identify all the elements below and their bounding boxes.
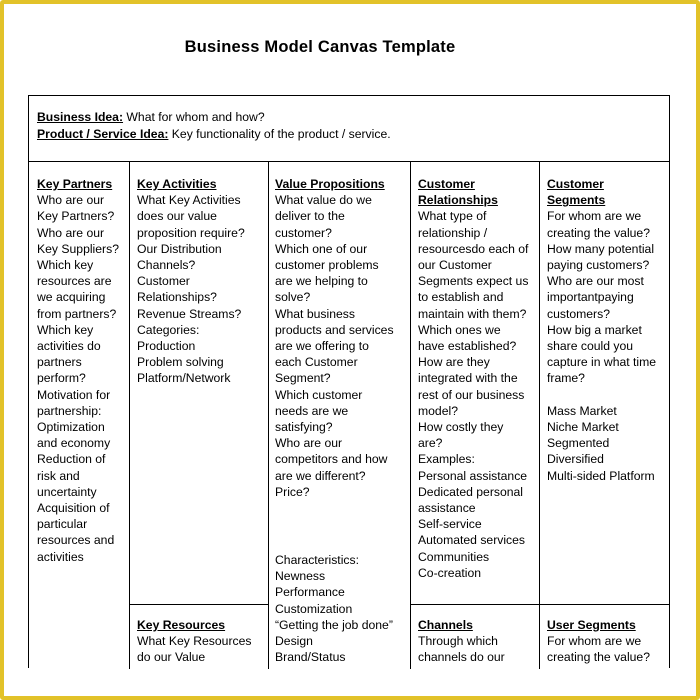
customer-relationships-line: Automated services (418, 533, 526, 548)
customer-segments-line: customers? (547, 306, 610, 321)
value-propositions-line: Price? (275, 484, 310, 499)
customer-relationships-line: to establish and (418, 290, 504, 305)
divider-col-2 (268, 162, 269, 669)
value-propositions-line: products and services (275, 322, 394, 337)
key-activities-line: does our value (137, 209, 217, 224)
customer-segments-line: For whom are we (547, 209, 642, 224)
channels-line: channels do our (418, 650, 505, 665)
characteristics-line: Performance (275, 585, 345, 600)
customer-relationships-line: Examples: (418, 452, 475, 467)
business-idea-label: Business Idea: (37, 110, 124, 124)
customer-relationships-line: Dedicated personal (418, 484, 524, 499)
characteristics-line: Design (275, 634, 313, 649)
segment-type: Mass Market (547, 403, 617, 418)
key-partners-line: partnership: (37, 403, 102, 418)
key-activities-line: Relationships? (137, 290, 217, 305)
key-activities-line: Channels? (137, 258, 196, 273)
key-partners-line: Which key (37, 258, 94, 273)
key-partners-line: activities (37, 549, 84, 564)
customer-segments-line: share could you (547, 339, 634, 354)
customer-segments-heading: Customer (547, 177, 604, 191)
value-propositions-line: each Customer (275, 355, 358, 370)
key-activities-line: Customer (137, 274, 190, 289)
value-characteristics (275, 552, 393, 665)
customer-relationships-line: assistance (418, 501, 476, 516)
page-title: Business Model Canvas Template (184, 38, 456, 56)
customer-relationships-line: Communities (418, 549, 490, 564)
key-partners-line: Who are our (37, 193, 105, 208)
value-propositions-line: are we offering to (275, 339, 369, 354)
divider-col-4 (539, 162, 540, 669)
key-activities-section (137, 176, 245, 387)
key-activities-line: Revenue Streams? (137, 306, 242, 321)
customer-relationships-line: rest of our business (418, 387, 525, 402)
key-partners-line: perform? (37, 371, 86, 386)
product-idea-label: Product / Service Idea: (37, 127, 169, 141)
key-partners-line: Who are our (37, 225, 105, 240)
customer-segments-line: Who are our most (547, 274, 644, 289)
key-partners-line: particular (37, 517, 88, 532)
key-activities-line: Problem solving (137, 355, 224, 370)
value-propositions-line: What value do we (275, 193, 372, 208)
customer-relationships-line: model? (418, 403, 458, 418)
key-partners-line: Optimization (37, 420, 105, 435)
key-activities-heading: Key Activities (137, 177, 217, 191)
customer-relationships-line: Segments expect us (418, 274, 529, 289)
key-partners-line: and economy (37, 436, 111, 451)
divider-row-activities-resources (129, 604, 269, 605)
product-idea-row (37, 126, 669, 143)
value-propositions-line: customer? (275, 225, 332, 240)
key-partners-line: Motivation for (37, 387, 111, 402)
customer-relationships-line: Self-service (418, 517, 482, 532)
business-idea-row (37, 109, 669, 126)
user-segments-line: For whom are we (547, 634, 642, 649)
business-idea-text: What for whom and how? (123, 110, 265, 124)
customer-relationships-line: How are they (418, 355, 490, 370)
customer-relationships-line: What type of (418, 209, 487, 224)
characteristics-line: Characteristics: (275, 553, 359, 567)
idea-header (29, 96, 669, 162)
characteristics-line: Brand/Status (275, 650, 346, 665)
key-partners-line: Key Partners? (37, 209, 115, 224)
divider-col-3 (410, 162, 411, 669)
value-propositions-heading: Value Propositions (275, 177, 385, 191)
customer-relationships-line: our Customer (418, 258, 492, 273)
value-propositions-line: Which one of our (275, 241, 368, 256)
value-propositions-line: Which customer (275, 387, 363, 402)
key-partners-line: partners (37, 355, 82, 370)
customer-relationships-line: resourcesdo each of (418, 241, 529, 256)
key-resources-line: What Key Resources (137, 634, 252, 649)
characteristics-line: “Getting the job done” (275, 617, 393, 632)
key-partners-line: uncertainty (37, 484, 97, 499)
key-activities-line: proposition require? (137, 225, 245, 240)
value-propositions-line: are we helping to (275, 274, 368, 289)
customer-relationships-line: Co-creation (418, 565, 481, 580)
value-propositions-line: customer problems (275, 258, 379, 273)
segment-type: Niche Market (547, 420, 619, 435)
user-segments-section (547, 617, 650, 666)
key-partners-line: Acquisition of (37, 501, 110, 516)
key-partners-line: from partners? (37, 306, 117, 321)
divider-row-relationships-channels (410, 604, 669, 605)
key-activities-line: What Key Activities (137, 193, 241, 208)
customer-segments-line: How many potential (547, 241, 655, 256)
customer-relationships-heading: Relationships (418, 193, 498, 208)
value-propositions-line: satisfying? (275, 420, 333, 435)
customer-segments-line: How big a market (547, 322, 642, 337)
customer-segments-line: frame? (547, 371, 585, 386)
spacer (547, 387, 656, 403)
value-propositions-line: solve? (275, 290, 311, 305)
value-propositions-line: Who are our (275, 436, 343, 451)
customer-relationships-line: maintain with them? (418, 306, 527, 321)
customer-relationships-line: have established? (418, 339, 517, 354)
customer-segments-line: creating the value? (547, 225, 650, 240)
channels-line: Through which (418, 634, 498, 649)
user-segments-line: creating the value? (547, 650, 650, 665)
key-resources-heading: Key Resources (137, 618, 226, 632)
characteristics-line: Customization (275, 601, 353, 616)
channels-heading: Channels (418, 618, 473, 632)
customer-relationships-line: are? (418, 436, 443, 451)
customer-relationships-line: integrated with the (418, 371, 518, 386)
customer-segments-line: importantpaying (547, 290, 634, 305)
divider-col-1 (129, 162, 130, 669)
value-propositions-line: What business (275, 306, 355, 321)
business-model-canvas (28, 95, 670, 668)
value-propositions-line: needs are we (275, 403, 349, 418)
customer-segments-section (547, 176, 656, 484)
key-activities-line: Platform/Network (137, 371, 231, 386)
key-activities-line: Categories: (137, 322, 200, 337)
customer-relationships-line: Personal assistance (418, 468, 528, 483)
user-segments-heading: User Segments (547, 618, 636, 632)
characteristics-line: Newness (275, 569, 326, 584)
key-partners-heading: Key Partners (37, 177, 113, 191)
key-partners-line: Reduction of (37, 452, 106, 467)
key-partners-section (37, 176, 119, 565)
customer-relationships-line: Which ones we (418, 322, 501, 337)
customer-relationships-line: How costly they (418, 420, 504, 435)
key-activities-line: Our Distribution (137, 241, 222, 256)
key-partners-line: resources are (37, 274, 112, 289)
value-propositions-line: competitors and how (275, 452, 388, 467)
value-propositions-section (275, 176, 394, 500)
key-activities-line: Production (137, 339, 196, 354)
segment-type: Diversified (547, 452, 604, 467)
product-idea-text: Key functionality of the product / service. (168, 127, 391, 141)
customer-segments-heading: Segments (547, 193, 606, 208)
customer-relationships-heading: Customer (418, 177, 475, 191)
key-resources-line: do our Value (137, 650, 206, 665)
value-propositions-line: deliver to the (275, 209, 345, 224)
customer-relationships-section (418, 176, 528, 581)
key-partners-line: resources and (37, 533, 115, 548)
value-propositions-line: are we different? (275, 468, 366, 483)
segment-type: Segmented (547, 436, 610, 451)
key-partners-line: Which key (37, 322, 94, 337)
key-partners-line: we acquiring (37, 290, 106, 305)
key-partners-line: risk and (37, 468, 80, 483)
customer-segments-line: paying customers? (547, 258, 650, 273)
key-partners-line: Key Suppliers? (37, 241, 119, 256)
segment-type: Multi-sided Platform (547, 468, 655, 483)
customer-relationships-line: relationship / (418, 225, 488, 240)
customer-segments-line: capture in what time (547, 355, 657, 370)
key-partners-line: activities do (37, 339, 101, 354)
channels-section (418, 617, 505, 666)
value-propositions-line: Segment? (275, 371, 331, 386)
key-resources-section (137, 617, 251, 666)
